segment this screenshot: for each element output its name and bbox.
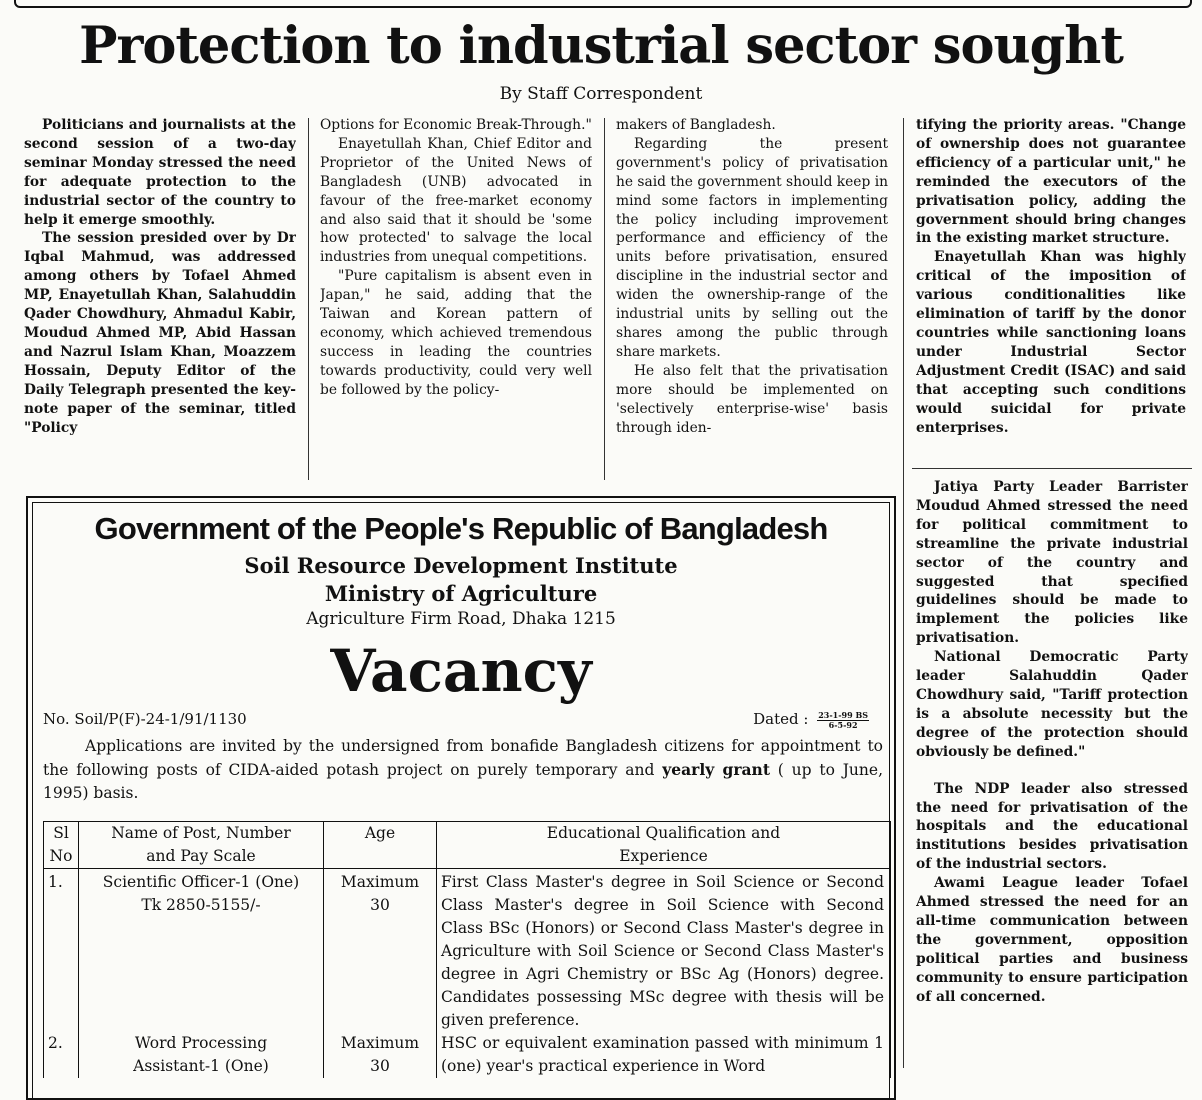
post-name-cell: Word Processing Assistant-1 (One): [79, 1032, 324, 1078]
paragraph: Options for Economic Break-Through.": [320, 117, 592, 133]
reference-number: No. Soil/P(F)-24-1/91/1130: [43, 710, 247, 728]
sl-header: Sl No: [44, 822, 79, 869]
address: Agriculture Firm Road, Dhaka 1215: [306, 609, 616, 629]
headline: Protection to industrial sector sought: [79, 16, 1123, 76]
intro-text: Applications are invited by the undersigned from bonafide Bangladesh citizens for appointment to the following posts of CIDA-aided potash project on purely temporary and: [43, 737, 883, 779]
post-name-header: Name of Post, Number and Pay Scale: [79, 822, 324, 869]
date-english: 6-5-92: [828, 719, 858, 730]
column-divider: [308, 118, 309, 480]
byline: By Staff Correspondent: [499, 84, 703, 104]
dated-label: Dated :: [753, 710, 809, 728]
paragraph: Jatiya Party Leader Barrister Moudud Ahmed stressed the need for political commitment to streamline the private industrial sector of the country and suggested that specified guidelines should be made to implement the policies like privatisation.: [916, 479, 1188, 647]
age-header: Age: [324, 822, 437, 869]
paragraph: Awami League leader Tofael Ahmed stressed the need for an all-time communication between the government, opposition political parties and business community to ensure participation of all concerned.: [916, 875, 1188, 1005]
ministry-name: Ministry of Agriculture: [324, 581, 598, 606]
table-header-row: [44, 822, 891, 869]
article-column-2: [320, 116, 592, 482]
sl-cell: 2.: [44, 1032, 79, 1078]
column-divider: [903, 118, 904, 1068]
intro-end-text: ( up to June, 1995) basis.: [43, 761, 883, 802]
paragraph: National Democratic Party leader Salahuddin Qader Chowdhury said, "Tariff protection is a absolute necessity but the degree of the protection should obviously be defined.": [916, 649, 1188, 760]
article-column-5: [916, 478, 1188, 1068]
vacancy-title: Vacancy: [330, 637, 592, 705]
paragraph: Politicians and journalists at the second session of a two-day seminar Monday stressed the need for adequate protection to the industrial sector of the country to help it emerge smoothly.: [24, 117, 296, 228]
date-bangla: 23-1-99 BS: [818, 709, 868, 720]
institute-name: Soil Resource Development Institute: [244, 553, 678, 578]
top-border: [14, 0, 1192, 8]
table-row: [44, 869, 891, 1033]
date-line: [753, 709, 869, 730]
article-column-4: [916, 116, 1186, 461]
paragraph: Regarding the present government's policy of privatisation he said the government should keep in mind some factors in implementing the policy including improvement performance and efficiency of the units before privatisation, ensured discipline in the industrial sector and widen the ownership-range of the industrial units by selling out the shares among the public through share markets.: [616, 135, 888, 360]
column-divider: [604, 118, 605, 480]
paragraph: "Pure capitalism is absent even in Japan," he said, adding that the Taiwan and Korean pattern of economy, which achieved tremendous success in leading the countries towards productivity, could very well be followed by the policy-: [320, 268, 592, 398]
vacancy-advertisement: [26, 496, 896, 1100]
paragraph: He also felt that the privatisation more should be implemented on 'selectively enterprise-wise' basis through iden-: [616, 362, 888, 436]
section-divider: [912, 468, 1192, 469]
posts-table: [43, 821, 891, 1078]
date-fraction: [817, 711, 869, 730]
sl-cell: 1.: [44, 869, 79, 1033]
article-column-3: [616, 116, 888, 486]
government-heading: Government of the People's Republic of Bangladesh: [94, 511, 828, 546]
paragraph: Enayetullah Khan, Chief Editor and Proprietor of the United News of Bangladesh (UNB) advocated in favour of the free-market economy and also said that it should be 'some how protected' to salvage the local industries from unequal competitions.: [320, 135, 592, 266]
post-name-cell: Scientific Officer-1 (One) Tk 2850-5155/-: [79, 869, 324, 1033]
intro-bold-text: yearly grant: [662, 760, 770, 779]
age-cell: Maximum 30: [324, 869, 437, 1033]
age-cell: Maximum 30: [324, 1032, 437, 1078]
paragraph: makers of Bangladesh.: [616, 117, 776, 133]
article-column-1: [24, 116, 296, 482]
qualification-header: Educational Qualification and Experience: [437, 822, 891, 869]
table-row: [44, 1032, 891, 1078]
qualification-cell: HSC or equivalent examination passed with minimum 1 (one) year's practical experience in Word: [437, 1032, 891, 1078]
qualification-cell: First Class Master's degree in Soil Science or Second Class Master's degree in Soil Science with Second Class BSc (Honors) or Second Class Master's degree in Agriculture with Soil Science or Second Class Master's degree in Agri Chemistry or BSc Ag (Honors) degree. Candidates possessing MSc degree with thesis will be given preference.: [437, 869, 891, 1033]
application-intro: [43, 735, 883, 805]
paragraph: Enayetullah Khan was highly critical of the imposition of various conditionalities like elimination of tariff by the donor countries while sanctioning loans under Industrial Sector Adjustment Credit (ISAC) and said that accepting such conditions would suicidal for private enterprises.: [916, 249, 1186, 436]
paragraph: The session presided over by Dr Iqbal Mahmud, was addressed among others by Tofael Ahmed MP, Enayetullah Khan, Salahuddin Qader Chowdhury, Ahmadul Kabir, Moudud Ahmed MP, Abid Hassan and Nazrul Islam Khan, Moazzem Hossain, Deputy Editor of the Daily Telegraph presented the key-note paper of the seminar, titled "Policy: [24, 230, 296, 436]
paragraph: tifying the priority areas. "Change of ownership does not guarantee efficiency of a particular unit," he reminded the executors of the privatisation policy, adding the government should bring changes in the existing market structure.: [916, 117, 1186, 247]
paragraph: The NDP leader also stressed the need for privatisation of the hospitals and the educational institutions besides privatisation of the industrial sectors.: [916, 780, 1188, 873]
advertisement-inner-frame: [32, 502, 890, 1098]
